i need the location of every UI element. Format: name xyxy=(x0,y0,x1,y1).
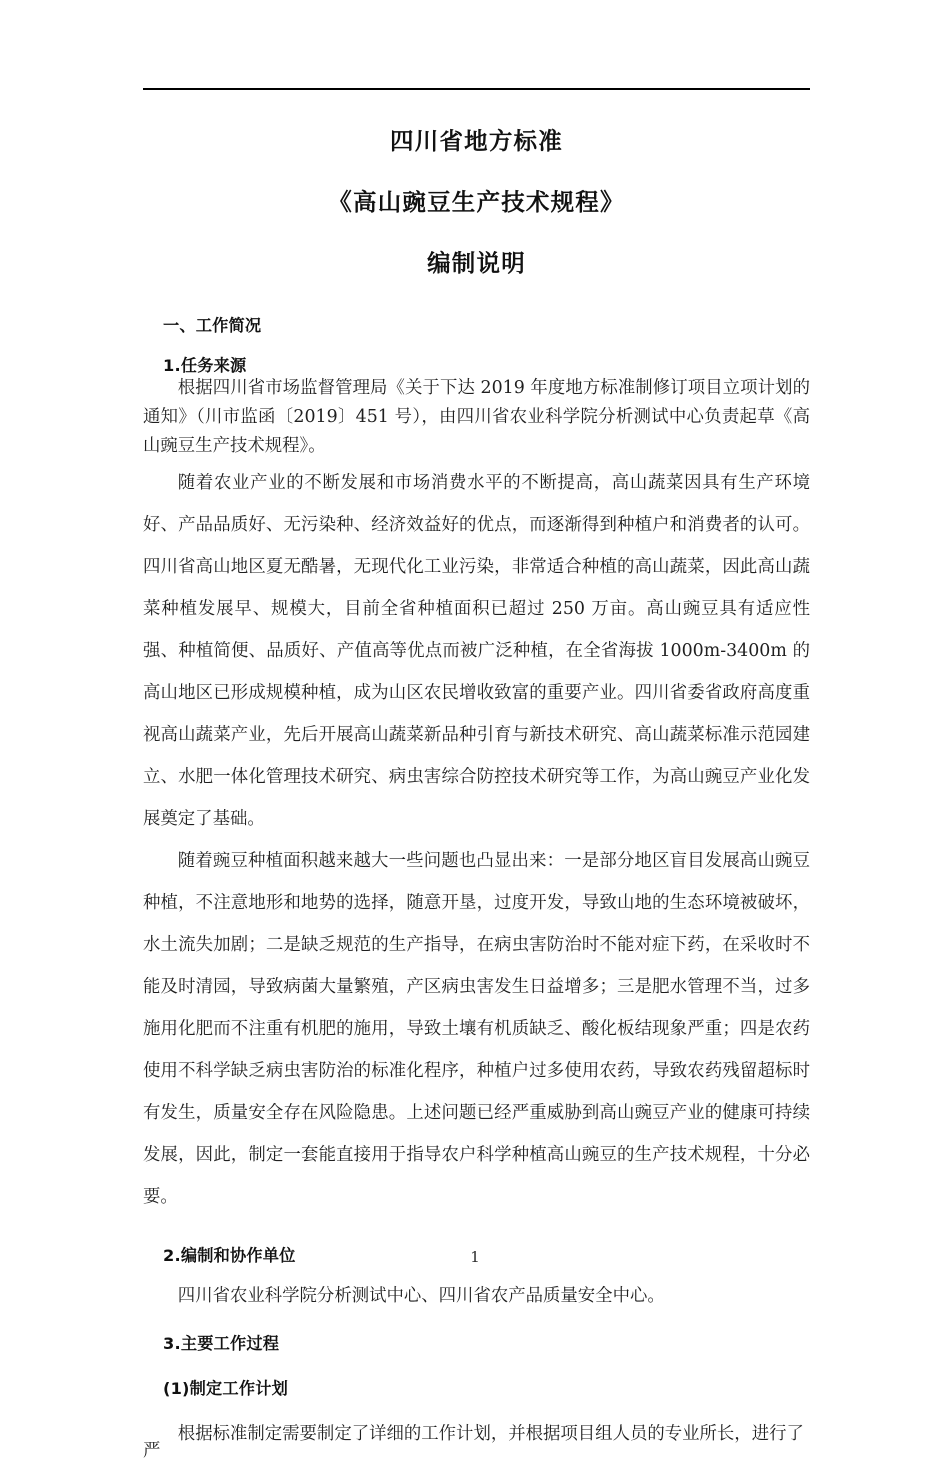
section-heading-work-overview: 一、工作简况 xyxy=(163,315,262,335)
document-title-line-1: 四川省地方标准 xyxy=(390,127,563,155)
document-title-line-3: 编制说明 xyxy=(427,249,526,277)
document-title-line-2: 《高山豌豆生产技术规程》 xyxy=(328,187,625,216)
paragraph-work-plan: 根据标准制定需要制定了详细的工作计划，并根据项目组人员的专业所长，进行了严 xyxy=(143,1423,804,1461)
paragraph-task-source: 根据四川省市场监督管理局《关于下达 2019 年度地方标准制修订项目立项计划的通知》（川市监函〔2019〕451 号），由四川省农业科学院分析测试中心负责起草《高山豌豆生产技术规程》。 xyxy=(143,377,810,457)
subsection-heading-work-plan: (1)制定工作计划 xyxy=(163,1379,288,1399)
subsection-heading-drafting-units: 2.编制和协作单位 xyxy=(163,1245,296,1265)
page-header xyxy=(143,60,810,90)
paragraph-existing-problems: 随着豌豆种植面积越来越大一些问题也凸显出来：一是部分地区盲目发展高山豌豆种植，不注意地形和地势的选择，随意开垦，过度开发，导致山地的生态环境被破坏，水土流失加剧；二是缺乏规范的生产指导，在病虫害防治时不能对症下药，在采收时不能及时清园，导致病菌大量繁殖，产区病虫害发生日益增多；三是肥水管理不当，过多施用化肥而不注重有机肥的施用，导致土壤有机质缺乏、酸化板结现象严重；四是农药使用不科学缺乏病虫害防治的标准化程序，种植户过多使用农药，导致农药残留超标时有发生，质量安全存在风险隐患。上述问题已经严重威胁到高山豌豆产业的健康可持续发展，因此，制定一套能直接用于指导农户科学种植高山豌豆的生产技术规程，十分必要。 xyxy=(143,850,810,1207)
subsection-heading-task-source: 1.任务来源 xyxy=(163,355,247,375)
paragraph-drafting-units: 四川省农业科学院分析测试中心、四川省农产品质量安全中心。 xyxy=(177,1285,665,1306)
paragraph-industry-background: 随着农业产业的不断发展和市场消费水平的不断提高，高山蔬菜因具有生产环境好、产品品质好、无污染种、经济效益好的优点，而逐渐得到种植户和消费者的认可。四川省高山地区夏无酷暑，无现代化工业污染，非常适合种植的高山蔬菜，因此高山蔬菜种植发展早、规模大，目前全省种植面积已超过 250 万亩。高山豌豆具有适应性强、种植简便、品质好、产值高等优点而被广泛种植，在全省海拔 1000m-3400m 的高山地区已形成规模种植，成为山区农民增收致富的重要产业。四川省委省政府高度重视高山蔬菜产业，先后开展高山蔬菜新品种引育与新技术研究、高山蔬菜标准示范园建立、水肥一体化管理技术研究、病虫害综合防控技术研究等工作，为高山豌豆产业化发展奠定了基础。 xyxy=(143,472,810,829)
header-rule-line xyxy=(143,88,810,90)
page-number: 1 xyxy=(470,1248,480,1266)
subsection-heading-main-process: 3.主要工作过程 xyxy=(163,1334,280,1354)
